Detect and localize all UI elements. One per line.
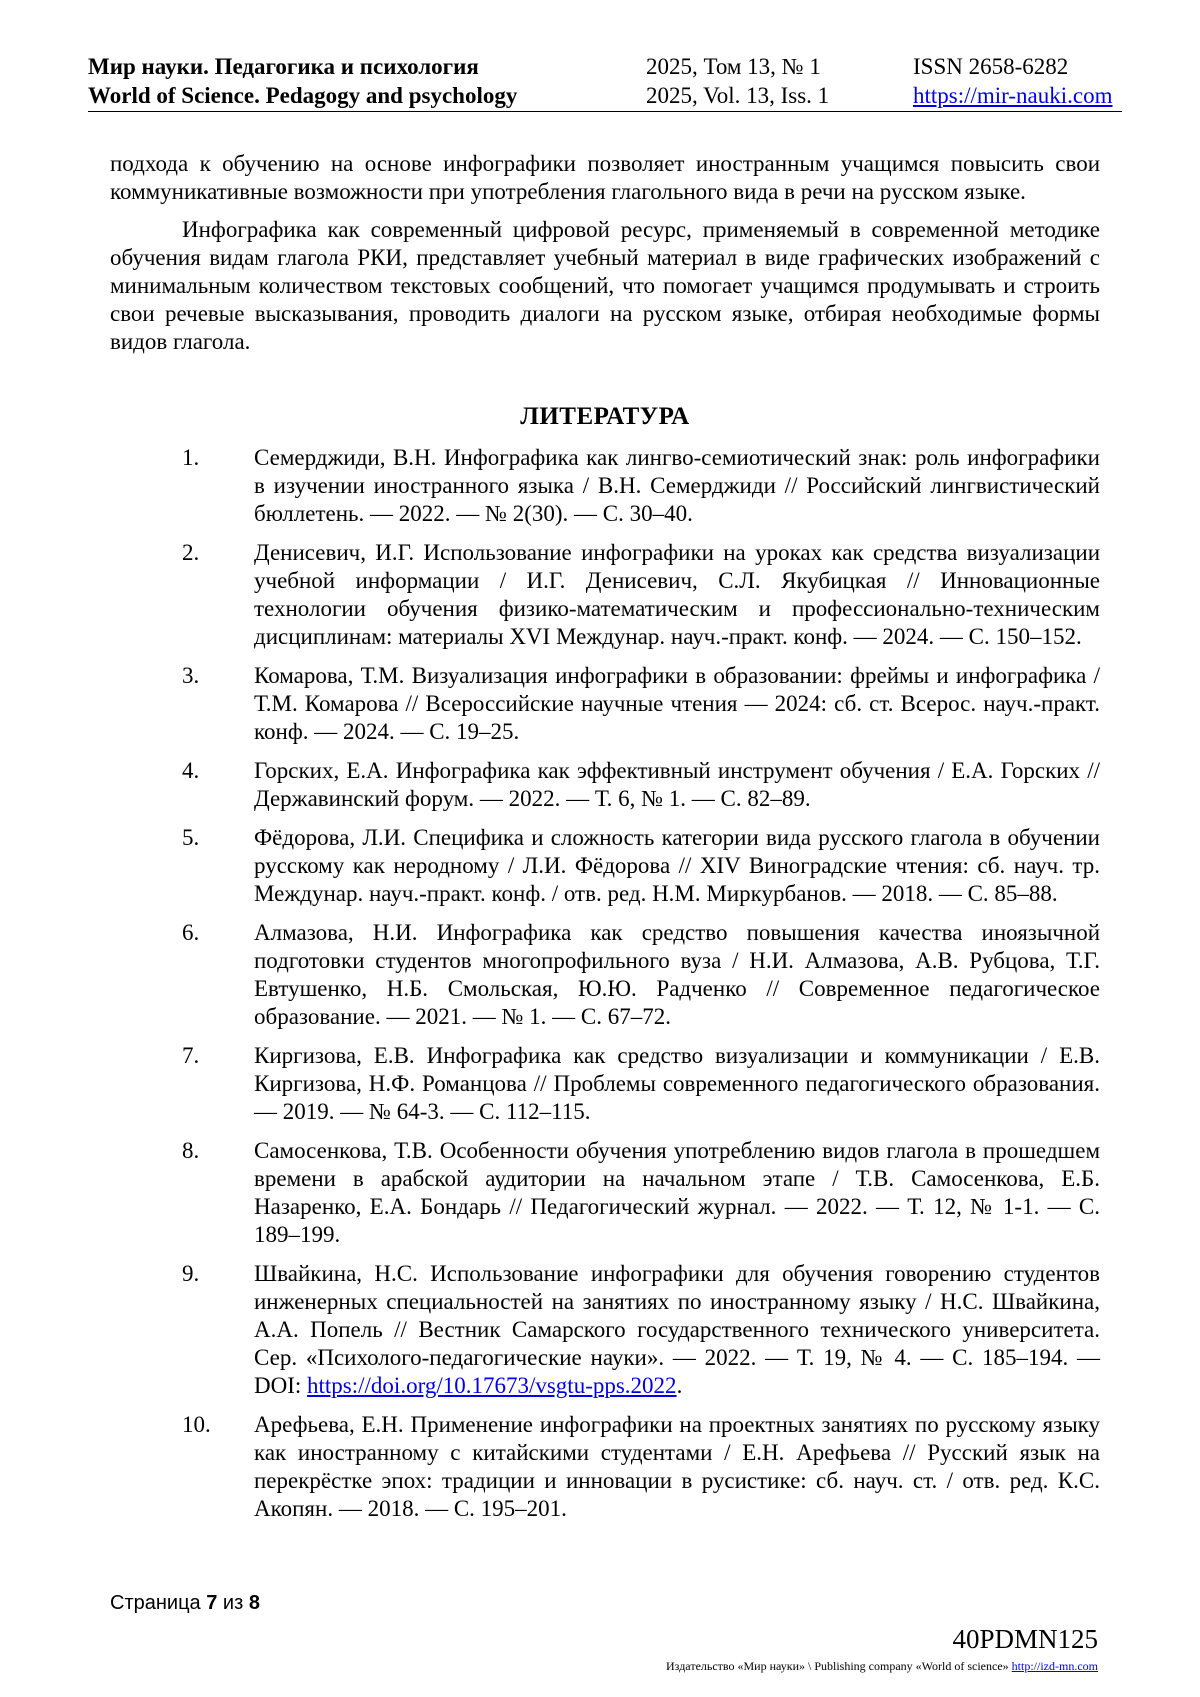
reference-text: Фёдорова, Л.И. Специфика и сложность категории вида русского глагола в обучении русскому как неродному / Л.И. Фёдорова // XIV Виноградские чтения: сб. науч. тр. Междунар. науч.-практ. конф. / отв. ред. Н.М. Миркурбанов. — 2018. — С. 85–88.: [254, 825, 1100, 906]
reference-text: Алмазова, Н.И. Инфографика как средство повышения качества иноязычной подготовки студентов многопрофильного вуза / Н.И. Алмазова, А.В. Рубцова, Т.Г. Евтушенко, Н.Б. Смольская, Ю.Ю. Радченко // Современное педагогическое образование. — 2021. — № 1. — С. 67–72.: [254, 920, 1100, 1029]
reference-text: Киргизова, Е.В. Инфографика как средство визуализации и коммуникации / Е.В. Киргизова, Н.Ф. Романцова // Проблемы современного педагогического образования. — 2019. — № 64-3. — С. 112–115.: [254, 1043, 1100, 1124]
page-total: 8: [248, 1592, 260, 1614]
journal-title: [88, 52, 517, 110]
reference-number: 8.: [182, 1138, 200, 1163]
reference-text: Денисевич, И.Г. Использование инфографики на уроках как средства визуализации учебной информации / И.Г. Денисевич, С.Л. Якубицкая // Инновационные технологии обучения физико-математическим и профессионально-техническим дисциплинам: материалы XVI Междунар. науч.-практ. конф. — 2024. — С. 150–152.: [254, 540, 1100, 649]
journal-site-link[interactable]: https://mir-nauki.com: [913, 83, 1113, 108]
reference-number: 3.: [182, 663, 200, 688]
body-paragraph: Инфографика как современный цифровой ресурс, применяемый в современной методике обучения видам глагола РКИ, представляет учебный материал в виде графических изображений с минимальным количеством текстовых сообщений, что помогает учащимся продумывать и строить свои речевые высказывания, проводить диалоги на русском языке, отбирая необходимые формы видов глагола.: [110, 217, 1100, 354]
reference-text: Горских, Е.А. Инфографика как эффективный инструмент обучения / Е.А. Горских // Державинский форум. — 2022. — Т. 6, № 1. — С. 82–89.: [254, 758, 1100, 811]
reference-item: [110, 539, 1100, 651]
reference-text-tail: .: [676, 1373, 683, 1398]
page-of: из: [222, 1592, 244, 1614]
page-current: 7: [206, 1592, 218, 1614]
doi-link[interactable]: https://doi.org/10.17673/vsgtu-pps.2022: [307, 1373, 677, 1398]
reference-item: [110, 1411, 1100, 1523]
journal-title-ru: Мир науки. Педагогика и психология: [88, 54, 479, 79]
reference-number: 5.: [182, 825, 200, 850]
reference-text: Самосенкова, Т.В. Особенности обучения употреблению видов глагола в прошедшем времени в арабской аудитории на начальном этапе / Т.В. Самосенкова, Е.Б. Назаренко, Е.А. Бондарь // Педагогический журнал. — 2022. — Т. 12, № 1-1. — С. 189–199.: [254, 1138, 1100, 1247]
reference-text: Швайкина, Н.С. Использование инфографики для обучения говорению студентов инженерных специальностей на занятиях по иностранному языку / Н.С. Швайкина, А.А. Попель // Вестник Самарского государственного технического университета. Сер. «Психолого-педагогические науки». — 2022. — Т. 19, № 4. — С. 185–194. — DOI:: [254, 1261, 1100, 1398]
reference-number: 7.: [182, 1043, 200, 1068]
issue-info: [646, 52, 829, 110]
publisher-link[interactable]: http://izd-mn.com: [1011, 1659, 1098, 1673]
issue-info-ru: 2025, Том 13, № 1: [646, 54, 821, 79]
issue-info-en: 2025, Vol. 13, Iss. 1: [646, 83, 830, 108]
reference-number: 2.: [182, 540, 200, 565]
header-divider: [88, 111, 1122, 112]
publisher-line: [666, 1659, 1098, 1673]
reference-text: Комарова, Т.М. Визуализация инфографики в образовании: фреймы и инфографика / Т.М. Комарова // Всероссийские научные чтения — 2024: сб. ст. Всерос. науч.-практ. конф. — 2024. — С. 19–25.: [254, 663, 1100, 744]
reference-number: 6.: [182, 920, 200, 945]
journal-ids: [913, 52, 1113, 110]
reference-item: [110, 444, 1100, 528]
references-heading: ЛИТЕРАТУРА: [520, 403, 690, 430]
reference-item: [110, 1137, 1100, 1249]
reference-text: Арефьева, Е.Н. Применение инфографики на проектных занятиях по русскому языку как иностранному с китайскими студентами / Е.Н. Арефьева // Русский язык на перекрёстке эпох: традиции и инновации в русистике: сб. науч. ст. / отв. ред. К.С. Акопян. — 2018. — С. 195–201.: [254, 1412, 1100, 1521]
publisher-name: Издательство «Мир науки» \ Publishing company «World of science»: [666, 1659, 1009, 1673]
reference-number: 4.: [182, 758, 200, 783]
references-list: [110, 444, 1100, 1534]
reference-item: [110, 757, 1100, 813]
page-header: [88, 52, 1122, 114]
reference-number: 9.: [182, 1261, 200, 1286]
reference-item: [110, 824, 1100, 908]
page-prefix: Страница: [110, 1592, 201, 1614]
reference-item: [110, 919, 1100, 1031]
issn: ISSN 2658-6282: [913, 54, 1069, 79]
reference-item: [110, 1042, 1100, 1126]
reference-item: [110, 662, 1100, 746]
journal-title-en: World of Science. Pedagogy and psychology: [88, 83, 518, 108]
article-code: 40PDMN125: [952, 1624, 1098, 1654]
body-paragraph: подхода к обучению на основе инфографики позволяет иностранным учащимся повысить свои коммуникативные возможности при употребления глагольного вида в речи на русском языке.: [110, 151, 1100, 204]
reference-item: [110, 1260, 1100, 1400]
reference-text: Семерджиди, В.Н. Инфографика как лингво-семиотический знак: роль инфографики в изучении иностранного языка / В.Н. Семерджиди // Российский лингвистический бюллетень. — 2022. — № 2(30). — С. 30–40.: [254, 445, 1100, 526]
reference-number: 10.: [182, 1412, 211, 1437]
reference-number: 1.: [182, 445, 200, 470]
page-counter: [110, 1591, 260, 1615]
